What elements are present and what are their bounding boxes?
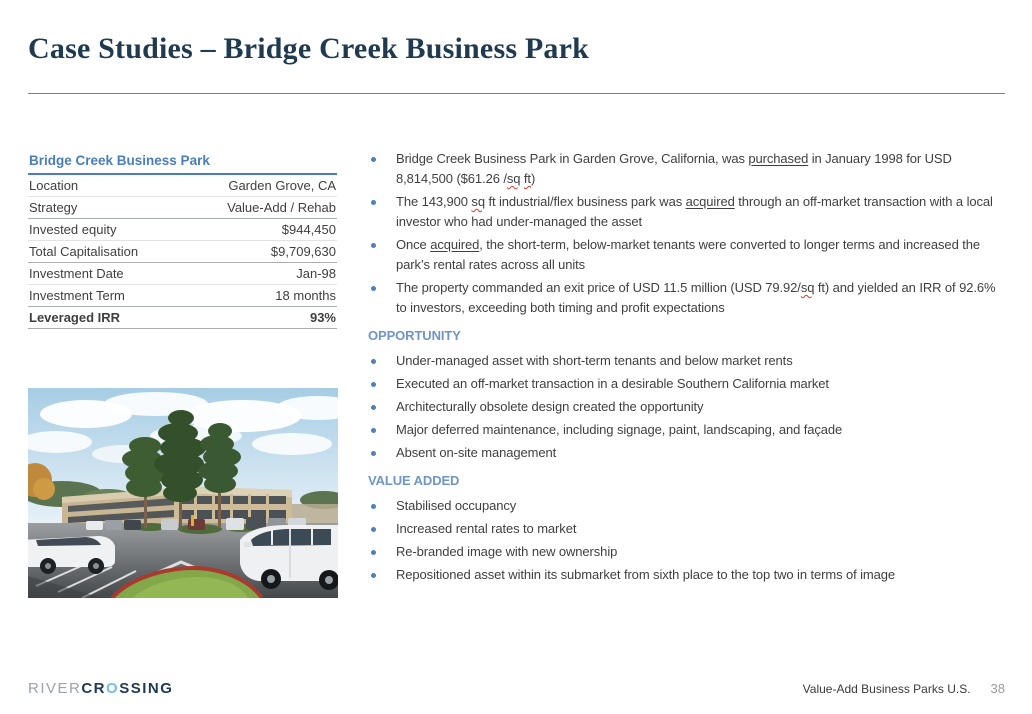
bollard — [191, 515, 194, 526]
row-value: 93% — [309, 310, 336, 325]
logo-crossing-cr: CR — [81, 680, 107, 697]
row-label: Total Capitalisation — [29, 244, 139, 259]
table-row — [28, 307, 337, 329]
row-label: Investment Term — [29, 288, 125, 303]
row-value: $9,709,630 — [270, 244, 336, 259]
table-row — [28, 174, 337, 197]
footer-label: Value-Add Business Parks U.S. — [802, 681, 971, 696]
table-row — [28, 219, 337, 241]
bullet-list — [368, 496, 1006, 585]
row-label: Investment Date — [29, 266, 124, 281]
row-label: Strategy — [29, 200, 78, 215]
property-photo — [28, 388, 338, 598]
bullet-item: The property commanded an exit price of USD 11.5 million (USD 79.92/sq ft) and yielded an IRR of 92.6% to investors, exceeding both timing and profit expectations — [368, 278, 1006, 318]
logo-river: RIVER — [28, 680, 82, 697]
row-value: $944,450 — [281, 222, 336, 237]
row-value: Jan-98 — [296, 266, 336, 281]
table-title: Bridge Creek Business Park — [28, 152, 337, 174]
bullet-item: Bridge Creek Business Park in Garden Grove, California, was purchased in January 1998 for USD 8,814,500 ($61.26 /sq ft) — [368, 149, 1006, 189]
page-number: 38 — [990, 681, 1005, 696]
bullet-item: Once acquired, the short-term, below-market tenants were converted to longer terms and increased the park’s rental rates across all units — [368, 235, 1006, 275]
footer-right — [803, 681, 1005, 696]
section-heading: VALUE ADDED — [368, 473, 460, 488]
bullet-list — [368, 149, 1006, 318]
bullet-item: Absent on-site management — [368, 443, 1006, 463]
bullet-item: Executed an off-market transaction in a desirable Southern California market — [368, 374, 1006, 394]
table-row — [28, 263, 337, 285]
bullet-list — [368, 351, 1006, 463]
bullet-item: Under-managed asset with short-term tenants and below market rents — [368, 351, 1006, 371]
row-label: Invested equity — [29, 222, 117, 237]
row-value: Value-Add / Rehab — [227, 200, 336, 215]
bullet-item: Architecturally obsolete design created the opportunity — [368, 397, 1006, 417]
title-divider — [28, 93, 1005, 94]
footer — [28, 680, 1005, 697]
rivercrossing-logo — [28, 680, 173, 697]
table-row — [28, 285, 337, 307]
logo-crossing-ssing: SSING — [119, 680, 174, 697]
table-row — [28, 241, 337, 263]
row-value: Garden Grove, CA — [228, 178, 336, 193]
table-body — [28, 174, 337, 329]
logo-crossing-o: O — [106, 680, 120, 697]
bullet-item: The 143,900 sq ft industrial/flex business park was acquired through an off-market transaction with a local investor who had under-managed the asset — [368, 192, 1006, 232]
table-row — [28, 197, 337, 219]
bullet-item: Major deferred maintenance, including signage, paint, landscaping, and façade — [368, 420, 1006, 440]
row-label: Leveraged IRR — [29, 310, 121, 325]
bullet-item: Stabilised occupancy — [368, 496, 1006, 516]
section-heading: OPPORTUNITY — [368, 328, 461, 343]
bullet-item: Increased rental rates to market — [368, 519, 1006, 539]
case-study-details — [368, 149, 1006, 588]
page-title: Case Studies – Bridge Creek Business Park — [28, 32, 590, 65]
property-photo-illustration — [28, 388, 338, 598]
table-header-row — [28, 152, 337, 174]
bullet-item: Re-branded image with new ownership — [368, 542, 1006, 562]
property-summary-table — [28, 152, 337, 329]
row-label: Location — [29, 178, 79, 193]
row-value: 18 months — [275, 288, 336, 303]
bullet-item: Repositioned asset within its submarket from sixth place to the top two in terms of image — [368, 565, 1006, 585]
